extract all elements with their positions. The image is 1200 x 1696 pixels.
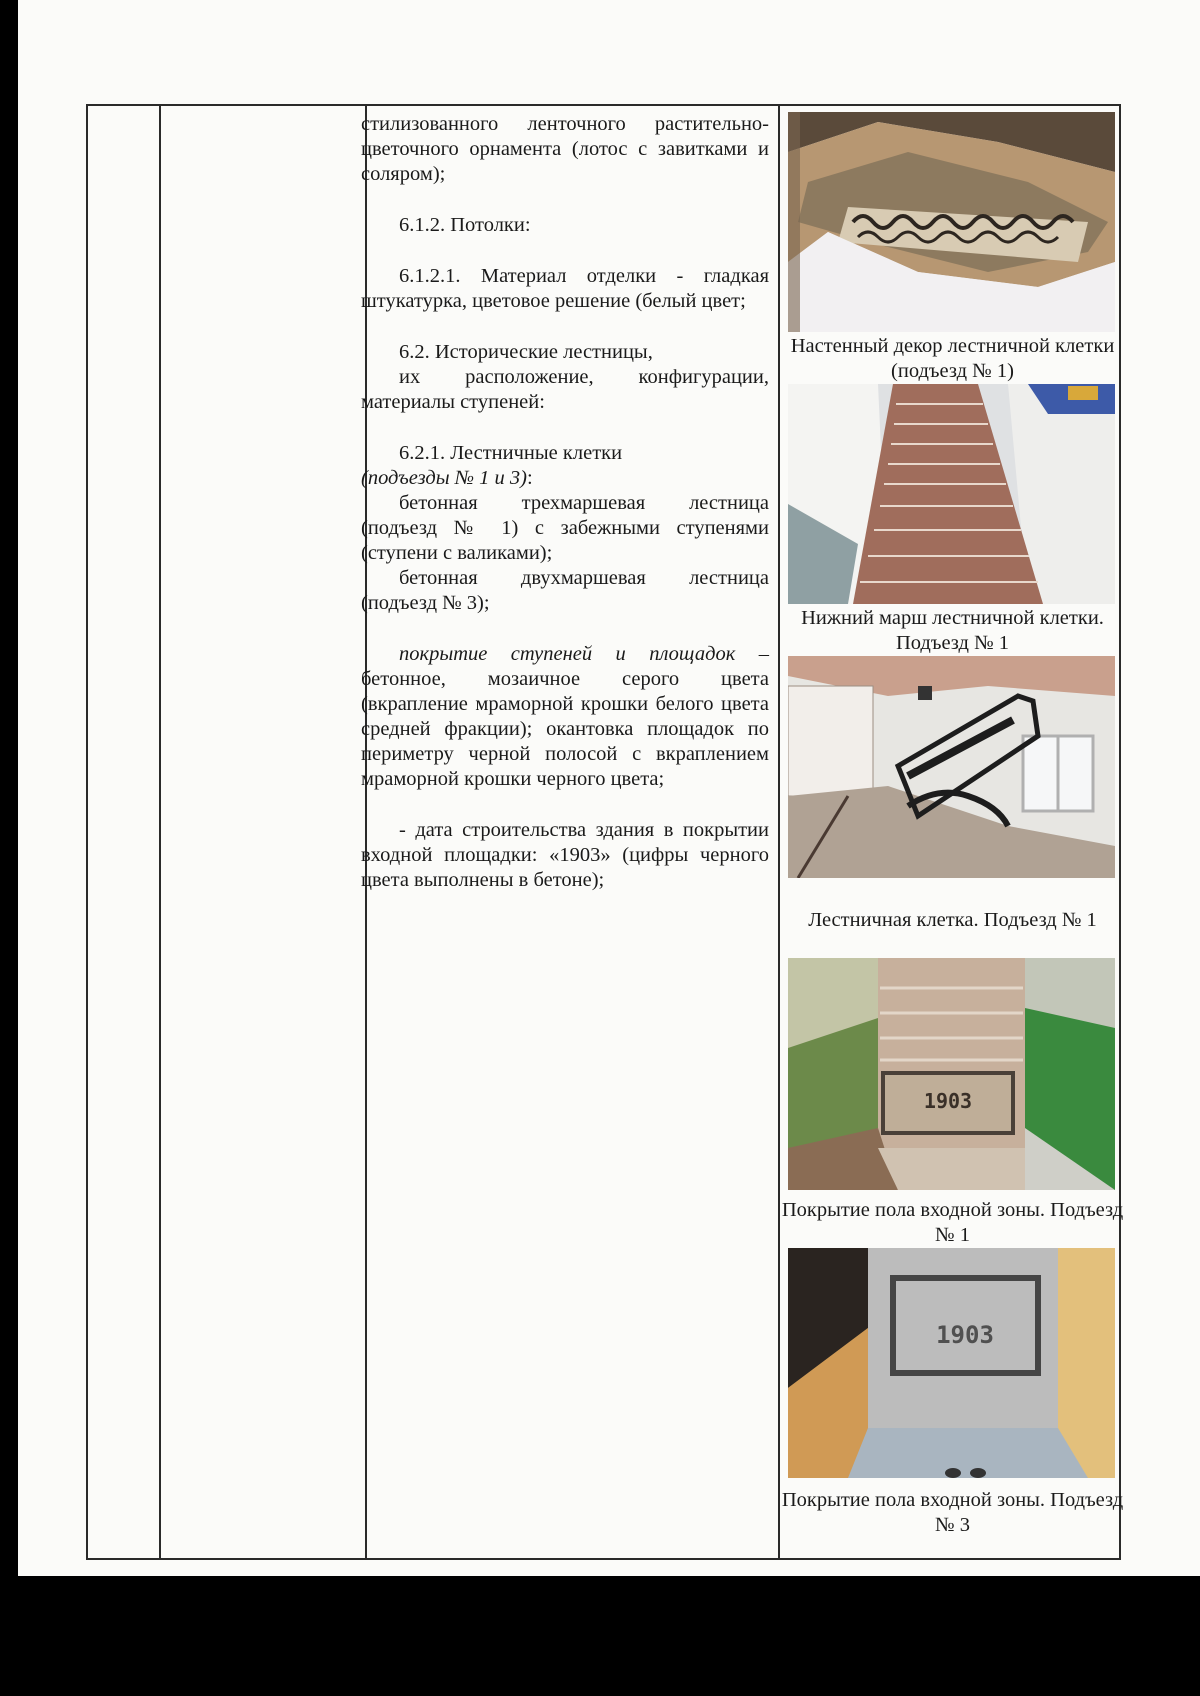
caption-wall-decor: Настенный декор лестничной клетки (подъезд № 1): [790, 335, 1115, 382]
photo-date-1903-a: 1903: [923, 1089, 973, 1113]
coating-description: бетонное, мозаичное серого цвета (вкрапление мраморной крошки белого цвета средней фракции); окантовка площадок по периметру черной полосой с вкраплением мраморной крошки черного цвета;: [361, 668, 769, 790]
paragraph-date: - дата строительства здания в покрытии входной площадки: «1903» (цифры черного цвета выполнены в бетоне);: [361, 819, 769, 891]
table-border-2: [159, 104, 161, 1560]
paragraph-stairs-config: их расположение, конфигурации, материалы ступеней:: [361, 366, 769, 413]
heading-stair-cells-number: 6.2.1. Лестничные клетки: [399, 442, 623, 464]
table-border-1: [86, 104, 88, 1560]
paragraph-two-flight-stair: бетонная двухмаршевая лестница (подъезд № 3);: [361, 567, 769, 614]
photo-date-1903-b: 1903: [936, 1321, 994, 1349]
table-border-5: [1119, 104, 1121, 1560]
table-bottom-border: [86, 1558, 1121, 1560]
caption-entrance-floor-1: Покрытие пола входной зоны. Подъезд № 1: [781, 1199, 1124, 1246]
scan-left-edge: [0, 0, 18, 1696]
table-top-border: [86, 104, 1121, 106]
coating-italic: покрытие ступеней и площадок –: [399, 643, 769, 665]
paragraph-ornament: стилизованного ленточного растительно-цветочного орнамента (лотос с завитками и соляром);: [361, 113, 769, 185]
heading-stairs: 6.2. Исторические лестницы,: [399, 341, 653, 363]
photo-entrance-floor-3: [788, 1248, 1115, 1478]
table-border-4: [778, 104, 780, 1560]
caption-lower-flight: Нижний марш лестничной клетки. Подъезд № 1: [801, 607, 1104, 654]
description-text: [361, 112, 769, 893]
paragraph-three-flight-stair: бетонная трехмаршевая лестница (подъезд № 1) с забежными ступенями (ступени с валиками);: [361, 492, 769, 564]
paragraph-ceiling-finish: 6.1.2.1. Материал отделки - гладкая штукатурка, цветовое решение (белый цвет;: [361, 265, 769, 312]
entrances-italic: (подъезды № 1 и 3): [361, 467, 528, 489]
heading-stair-cells: [361, 441, 769, 466]
photo-lower-flight: [788, 384, 1115, 604]
caption-stair-cell: Лестничная клетка. Подъезд № 1: [808, 909, 1097, 931]
photo-stair-cell: [788, 656, 1115, 878]
photo-wall-decor: [788, 112, 1115, 332]
heading-stair-cells-entrances: [361, 466, 769, 491]
entrances-colon: :: [527, 467, 533, 489]
heading-ceilings: 6.1.2. Потолки:: [399, 214, 531, 236]
caption-entrance-floor-3: Покрытие пола входной зоны. Подъезд № 3: [781, 1489, 1124, 1536]
paragraph-coating: [361, 642, 769, 792]
photo-entrance-floor-1: [788, 958, 1115, 1190]
